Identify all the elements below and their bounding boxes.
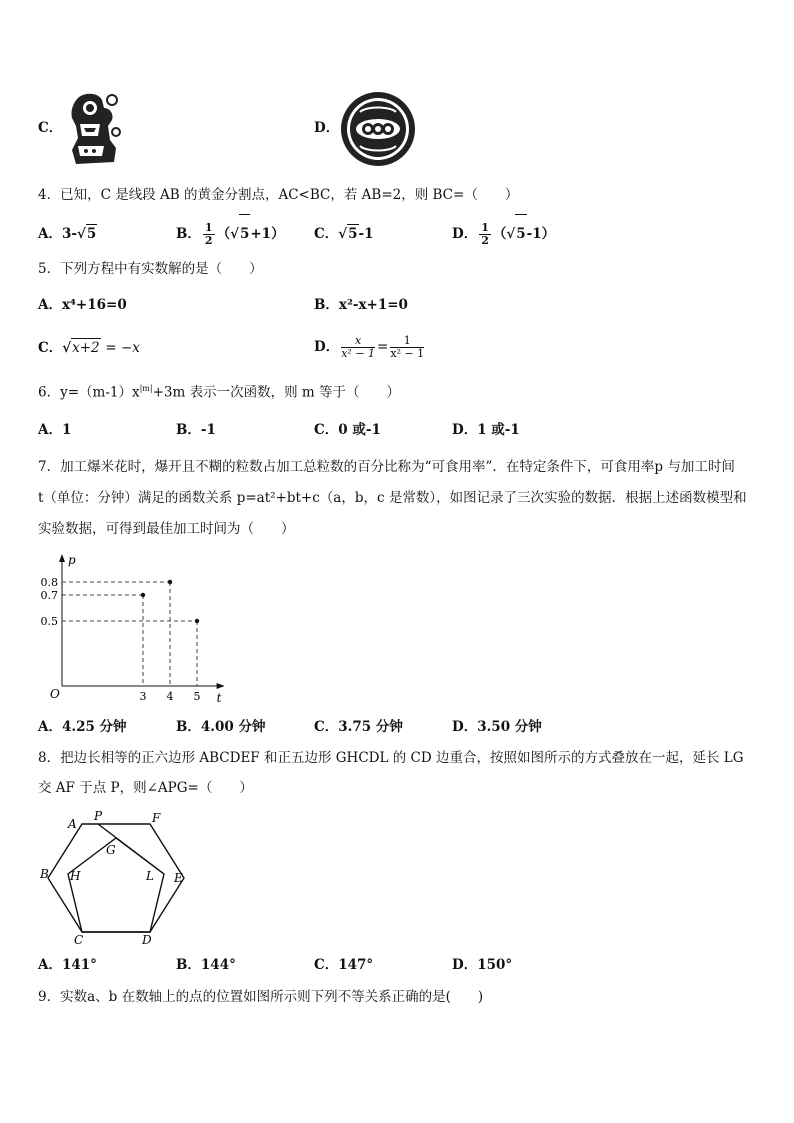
q8-option-b: B．144° bbox=[176, 957, 236, 973]
x-tick-label: 4 bbox=[166, 690, 174, 703]
q7-option-c: C．3.75 分钟 bbox=[314, 719, 403, 735]
q9-stem: 9．实数a、b 在数轴上的点的位置如图所示则下列不等关系正确的是( ) bbox=[38, 989, 484, 1005]
x-axis-arrow bbox=[217, 683, 225, 689]
y-axis-arrow bbox=[59, 554, 65, 562]
x-tick-label: 3 bbox=[139, 690, 147, 703]
q3-option-d-image bbox=[338, 90, 418, 168]
q8-option-a: A．141° bbox=[38, 957, 97, 973]
q4-option-c: C．√5-1 bbox=[314, 226, 374, 242]
q8-line-2: 交 AF 于点 P，则∠APG=（ ） bbox=[38, 780, 253, 796]
label-d: D bbox=[142, 933, 152, 946]
q6-stem: 6．$y=(m-1)x^{|m|}+3m$ 表示一次函数，则 m 等于（ ） bbox=[38, 384, 400, 401]
q7-option-d: D．3.50 分钟 bbox=[452, 719, 542, 735]
q6-option-c: C．0 或-1 bbox=[314, 422, 381, 438]
q5-option-c: C．√x+2 = −x bbox=[38, 340, 140, 356]
label-f: F bbox=[152, 811, 161, 825]
q6-option-a: A．1 bbox=[38, 422, 72, 438]
q7-line-1: 7．加工爆米花时，爆开且不糊的粒数占加工总粒数的百分比称为“可食用率”．在特定条件下，可食用率p 与加工时间 bbox=[38, 459, 735, 475]
x-axis-label: t bbox=[216, 691, 222, 705]
y-tick-label: 0.8 bbox=[40, 576, 58, 589]
label-b: B bbox=[40, 867, 49, 881]
label-g: G bbox=[106, 843, 116, 857]
q8-option-c: C．147° bbox=[314, 957, 374, 973]
q7-chart bbox=[36, 546, 236, 714]
label-a: A bbox=[68, 817, 77, 831]
q7-line-2: t（单位：分钟）满足的函数关系 p=at²+bt+c（a，b，c 是常数），如图记录了三次实验的数据．根据上述函数模型和 bbox=[38, 490, 747, 506]
data-point bbox=[195, 619, 199, 623]
q5-option-a: A．x⁴+16=0 bbox=[38, 297, 127, 313]
label-h: H bbox=[70, 869, 81, 883]
q4-option-d: D． $\frac{1}{2}$ （√5-1） bbox=[452, 214, 555, 253]
y-tick-label: 0.7 bbox=[40, 589, 58, 602]
q8-figure bbox=[36, 806, 196, 946]
label-e: E bbox=[174, 871, 183, 885]
q6-option-d: D．1 或-1 bbox=[452, 422, 520, 438]
y-tick-label: 0.5 bbox=[40, 615, 58, 628]
origin-label: O bbox=[50, 687, 60, 701]
q7-line-3: 实验数据，可得到最佳加工时间为（ ） bbox=[38, 521, 295, 537]
q3-option-c-label: C． bbox=[38, 120, 63, 136]
data-point bbox=[168, 580, 172, 584]
q4-option-b: B． $\frac{1}{2}$ （√5+1） bbox=[176, 214, 285, 253]
x-tick-label: 5 bbox=[193, 690, 201, 703]
q4-stem: 4．已知，C 是线段 AB 的黄金分割点，AC<BC，若 AB=2，则 BC=（ ） bbox=[38, 187, 519, 203]
q3-option-d-label: D． bbox=[314, 120, 340, 136]
data-point bbox=[141, 593, 145, 597]
q8-line-1: 8．把边长相等的正六边形 ABCDEF 和正五边形 GHCDL 的 CD 边重合，按照如图所示的方式叠放在一起，延长 LG bbox=[38, 750, 744, 766]
q6-option-b: B．-1 bbox=[176, 422, 216, 438]
q7-option-b: B．4.00 分钟 bbox=[176, 719, 266, 735]
label-p: P bbox=[94, 809, 103, 823]
y-axis-label: p bbox=[68, 553, 76, 567]
q8-option-d: D．150° bbox=[452, 957, 513, 973]
q3-option-c-image bbox=[64, 90, 126, 170]
q7-option-a: A．4.25 分钟 bbox=[38, 719, 127, 735]
pentagon-ghcdl bbox=[68, 838, 164, 932]
q5-stem: 5．下列方程中有实数解的是（ ） bbox=[38, 261, 263, 277]
q5-option-d: D． $\frac{x}{\text{x² − 1}}$ = $\frac{1}{\text{x² − 1}}$ bbox=[314, 334, 425, 360]
label-l: L bbox=[146, 869, 154, 883]
label-c: C bbox=[74, 933, 84, 946]
q5-option-b: B．x²-x+1=0 bbox=[314, 297, 408, 313]
q4-option-a: A．3-√5 bbox=[38, 226, 97, 242]
